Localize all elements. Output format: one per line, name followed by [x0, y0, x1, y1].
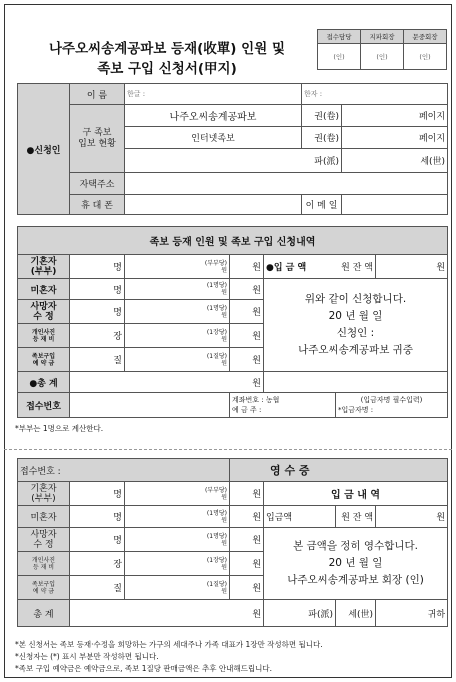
- applicant-section-label: ●신청인: [18, 84, 70, 215]
- footnote: *족보 구입 예약금은 예약금으로, 족보 1질당 판매금액은 추후 안내해드립니다.: [15, 664, 272, 673]
- president-signature[interactable]: 나주오씨송계공파보 회장 (인): [287, 574, 424, 586]
- amount-field[interactable]: (부부당) 원: [125, 255, 230, 279]
- amount-field[interactable]: (1명당) 원: [125, 506, 230, 528]
- receipt-number-field[interactable]: 접수번호 :: [18, 459, 230, 482]
- amount-field[interactable]: (부부당) 원: [125, 482, 230, 506]
- count-field[interactable]: 질: [70, 348, 125, 372]
- count-field[interactable]: 질: [70, 576, 125, 600]
- hangul-name-field[interactable]: 한글 :: [125, 84, 302, 105]
- count-field[interactable]: 명: [70, 279, 125, 300]
- branch-field[interactable]: 파(派): [264, 600, 336, 627]
- count-field[interactable]: 명: [70, 528, 125, 552]
- total-field[interactable]: 원: [70, 372, 264, 393]
- amount-field[interactable]: (1장당) 원: [125, 324, 230, 348]
- receipt-number-field[interactable]: [70, 393, 230, 418]
- balance-field[interactable]: 원: [376, 506, 448, 528]
- receipt-declaration: 본 금액을 정히 영수합니다. 20 년 월 일 나주오씨송계공파보 회장 (인): [264, 528, 448, 600]
- details-heading: 족보 등재 인원 및 족보 구입 신청내역: [18, 227, 448, 255]
- count-field[interactable]: 명: [70, 300, 125, 324]
- amount-field[interactable]: (1질당) 원: [125, 348, 230, 372]
- balance-field[interactable]: 원: [376, 255, 448, 279]
- footnote: *신청자는 (*) 표시 부분만 작성하면 됩니다.: [15, 652, 159, 661]
- book-name: 나주오씨송계공파보: [125, 105, 302, 127]
- form-title: 나주오씨송계공파보 등재(收單) 인원 및 족보 구입 신청서(甲지): [48, 41, 285, 77]
- seal-slot[interactable]: (인): [404, 44, 447, 70]
- holdings-label: 구 족보 입보 현황: [70, 105, 125, 173]
- deposit-field[interactable]: 입금액: [264, 506, 336, 528]
- email-field[interactable]: [342, 195, 448, 215]
- receipt-table: 접수번호 : 영 수 증 기혼자 (부부) 명 (부부당) 원 원 입 금 내 역 미혼자 명 (1명당) 원 원 입금액 원 잔 액 원 사망자 수 정 명 (1명당) 원 원 본 금액을 정히 영수합니다. 20 년 월 일 나주오씨송계공파보 회장 (인) 개인사진 등 재 비 장 (1장당) 원 원 족보구입 예 약 금 질 (1질당) 원 원 총 계 원 파(派) 세(世) 귀하: [17, 458, 448, 627]
- volume-field[interactable]: 권(卷): [302, 105, 342, 127]
- receipt-details-heading: 입 금 내 역: [264, 482, 448, 506]
- phone-field[interactable]: [125, 195, 302, 215]
- address-field[interactable]: [125, 173, 448, 195]
- amount-field[interactable]: (1명당) 원: [125, 300, 230, 324]
- receipt-title: 영 수 증: [230, 459, 448, 482]
- count-field[interactable]: 명: [70, 482, 125, 506]
- page-field[interactable]: 페이지: [342, 105, 448, 127]
- count-field[interactable]: 명: [70, 255, 125, 279]
- seal-slot[interactable]: (인): [361, 44, 404, 70]
- amount-field[interactable]: (1명당) 원: [125, 528, 230, 552]
- details-table: 족보 등재 인원 및 족보 구입 신청내역 기혼자 (부부) 명 (부부당) 원 원 ●입 금 액 원 잔 액 원 미혼자 명 (1명당) 원 원 위와 같이 신청합니다. 20 년 월 일 신청인 : 나주오씨송계공파보 귀중 사망자 수 정 명 (1명당) 원 원 개인사진 등 재 비 장 (1장당) 원 원 족보구입 예 약 금 질 (1질당) 원 원 ●총 계 원 접수번호 계좌번호 : 농협 예 금 주 : (입금자명 필수입력) *입금자명 :: [17, 226, 448, 418]
- amount-field[interactable]: (1명당) 원: [125, 279, 230, 300]
- applicant-table: ●신청인 이 름 한글 : 한자 : 구 족보 입보 현황 나주오씨송계공파보 권(卷) 페이지 인터넷족보 권(卷) 페이지 파(派) 세(世) 자택주소 휴 대 폰 이 메 일: [17, 83, 448, 215]
- amount-field[interactable]: (1질당) 원: [125, 576, 230, 600]
- count-field[interactable]: 명: [70, 506, 125, 528]
- branch-field[interactable]: 파(派): [125, 149, 342, 173]
- volume-field[interactable]: 권(卷): [302, 127, 342, 149]
- application-declaration: 위와 같이 신청합니다. 20 년 월 일 신청인 : 나주오씨송계공파보 귀중: [264, 279, 448, 372]
- amount-field[interactable]: (1장당) 원: [125, 552, 230, 576]
- depositor-name-field[interactable]: (입금자명 필수입력) *입금자명 :: [336, 393, 448, 418]
- approval-stamp-table: 접수담당 지파회장 문중회장 (인) (인) (인): [317, 29, 447, 70]
- deposit-field[interactable]: 원 잔 액: [336, 255, 376, 279]
- generation-field[interactable]: 세(世): [336, 600, 376, 627]
- total-field[interactable]: 원: [70, 600, 264, 627]
- hanja-name-field[interactable]: 한자 :: [302, 84, 448, 105]
- count-field[interactable]: 장: [70, 324, 125, 348]
- application-form: [4, 4, 452, 678]
- generation-field[interactable]: 세(世): [342, 149, 448, 173]
- footnote: *본 신청서는 족보 등재·수정을 희망하는 가구의 세대주나 가족 대표가 1장만 작성하면 됩니다.: [15, 640, 323, 649]
- count-field[interactable]: 장: [70, 552, 125, 576]
- note-couple: *부부는 1명으로 계산한다.: [15, 424, 104, 433]
- page-field[interactable]: 페이지: [342, 127, 448, 149]
- recipient-field[interactable]: 귀하: [376, 600, 448, 627]
- cut-line: [4, 449, 452, 450]
- book-name: 인터넷족보: [125, 127, 302, 149]
- applicant-signature[interactable]: 신청인 :: [336, 327, 375, 339]
- seal-slot[interactable]: (인): [318, 44, 361, 70]
- bank-account-info: 계좌번호 : 농협 예 금 주 :: [230, 393, 336, 418]
